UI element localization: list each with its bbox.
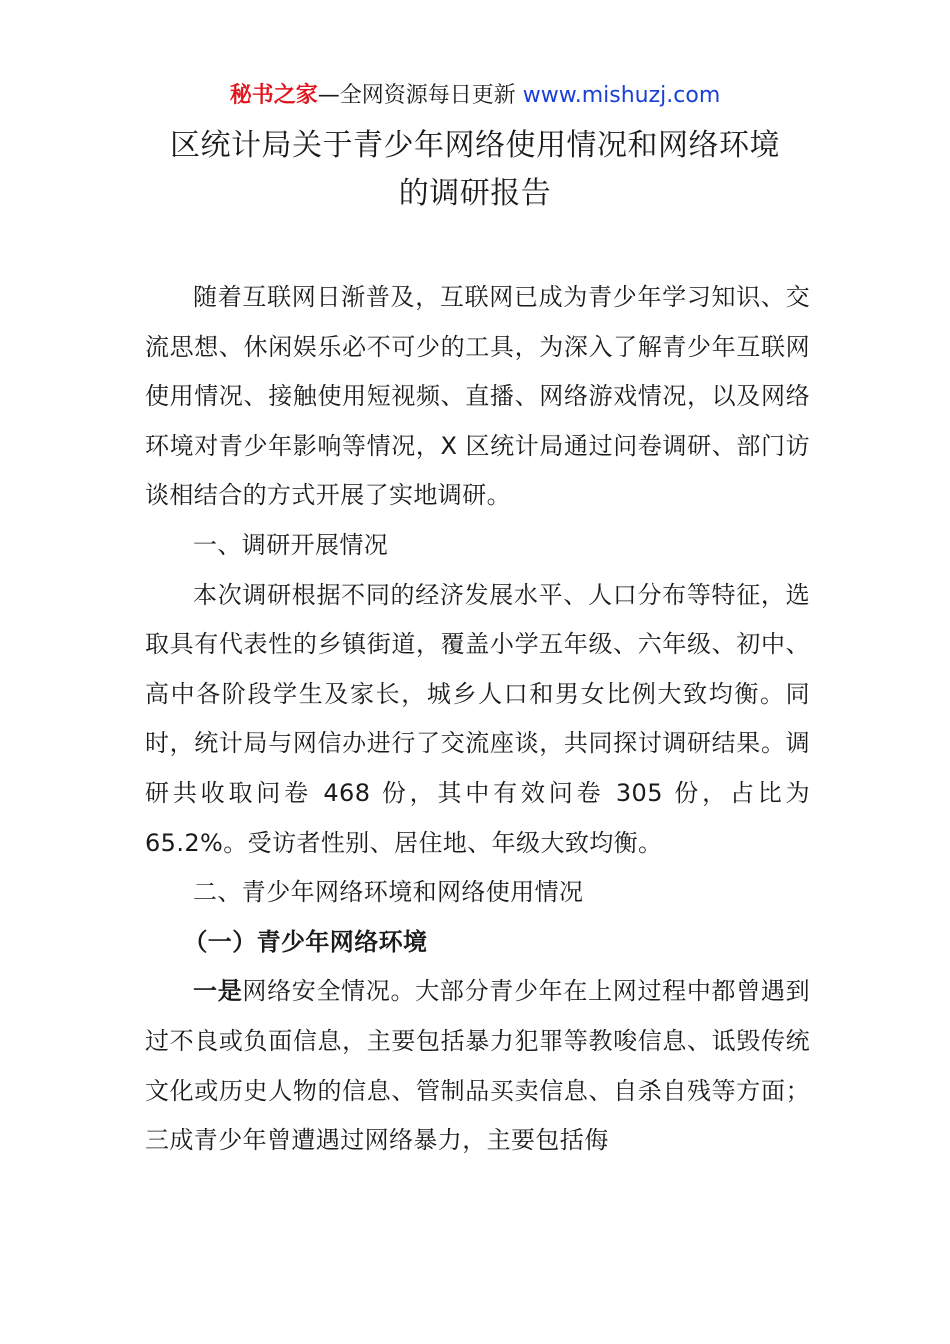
point-1-lead: 一是 (193, 977, 243, 1006)
title-line-2: 的调研报告 (398, 176, 552, 211)
section-1-paragraph: 本次调研根据不同的经济发展水平、人口分布等特征，选取具有代表性的乡镇街道，覆盖小学五年级、六年级、初中、高中各阶段学生及家长，城乡人口和男女比例大致均衡。同时，统计局与网信办进行了交流座谈，共同探讨调研结果。调研共收取问卷 468 份，其中有效问卷 305 份，占比为 65.2%。受访者性别、居住地、年级大致均衡。 (145, 580, 810, 857)
point-1-body: 网络安全情况。大部分青少年在上网过程中都曾遇到过不良或负面信息，主要包括暴力犯罪等教唆信息、诋毁传统文化或历史人物的信息、管制品买卖信息、自杀自残等方面；三成青少年曾遭遇过网络暴力，主要包括侮 (145, 977, 810, 1155)
intro-paragraph: 随着互联网日渐普及，互联网已成为青少年学习知识、交流思想、休闲娱乐必不可少的工具，为深入了解青少年互联网使用情况、接触使用短视频、直播、网络游戏情况，以及网络环境对青少年影响等情况，X 区统计局通过问卷调研、部门访谈相结合的方式开展了实地调研。 (145, 283, 810, 510)
site-header (0, 80, 950, 112)
section-2-heading: 二、青少年网络环境和网络使用情况 (193, 878, 584, 907)
point-1-paragraph (145, 967, 810, 1165)
subsection-1-heading: （一）青少年网络环境 (183, 927, 428, 956)
site-url[interactable]: www.mishuzj.com (522, 83, 721, 108)
section-1-heading: 一、调研开展情况 (193, 530, 389, 559)
title-line-1: 区统计局关于青少年网络使用情况和网络环境 (170, 128, 780, 163)
brand-name: 秘书之家 (229, 83, 318, 108)
document-body (145, 273, 810, 1166)
document-title (100, 122, 850, 218)
header-tagline: —全网资源每日更新 (317, 83, 523, 108)
